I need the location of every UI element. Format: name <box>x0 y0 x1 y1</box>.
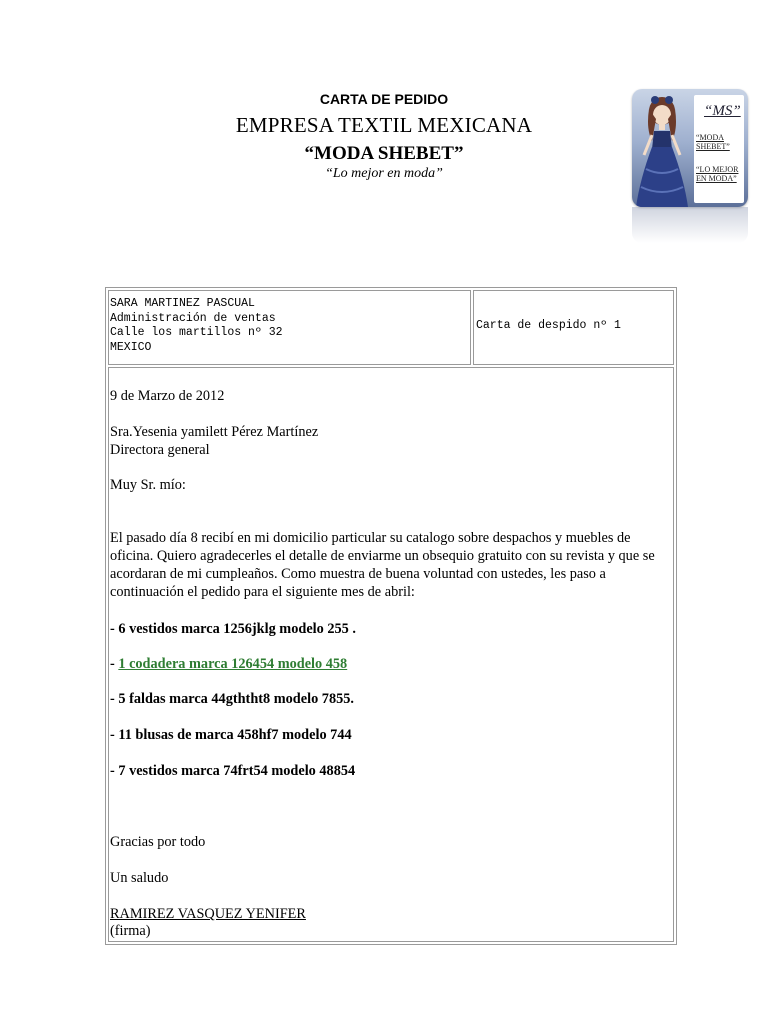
signer-name: RAMIREZ VASQUEZ YENIFER <box>110 906 306 922</box>
sender-name: SARA MARTINEZ PASCUAL <box>110 297 255 310</box>
sender-country: MEXICO <box>110 341 152 355</box>
brand-name: “MODA SHEBET” <box>304 143 464 164</box>
order-item <box>110 620 356 638</box>
sender-department: Administración de ventas <box>110 311 276 325</box>
signature-note: (firma) <box>110 923 151 939</box>
order-item <box>110 690 354 708</box>
order-item-link[interactable]: 1 codadera marca 126454 modelo 458 <box>118 656 348 672</box>
order-item-prefix: - <box>110 691 119 707</box>
sender-address: Calle los martillos nº 32 <box>110 326 283 340</box>
dress-figure-icon <box>632 89 694 207</box>
logo-slogan-text: “LO MEJOR EN MODA” <box>696 165 739 183</box>
logo-brand-text: “MODA SHEBET” <box>696 133 730 151</box>
company-name: EMPRESA TEXTIL MEXICANA <box>235 113 533 137</box>
letter-reference: Carta de despido nº 1 <box>476 319 621 332</box>
sender-block <box>110 297 283 356</box>
company-logo <box>632 89 748 207</box>
recipient-title: Directora general <box>110 442 210 458</box>
order-item-prefix: - <box>110 656 119 672</box>
document-type-heading: CARTA DE PEDIDO <box>319 91 449 107</box>
order-item <box>110 655 347 673</box>
order-item-prefix: - <box>110 621 119 637</box>
order-item <box>110 762 355 780</box>
order-item-text: 11 blusas de marca 458hf7 modelo 744 <box>118 727 352 743</box>
closing-line: Un saludo <box>110 870 169 886</box>
order-item-text: 5 faldas marca 44gththt8 modelo 7855. <box>118 691 354 707</box>
greeting: Muy Sr. mío: <box>110 477 186 493</box>
logo-reflection <box>632 207 748 243</box>
order-item-prefix: - <box>110 763 119 779</box>
brand-slogan: “Lo mejor en moda” <box>325 166 443 181</box>
order-item-text: 6 vestidos marca 1256jklg modelo 255 . <box>118 621 356 637</box>
letter-paragraph: El pasado día 8 recibí en mi domicilio particular su catalogo sobre despachos y muebles de oficina. Quiero agradecerles el detalle de enviarme un obsequio gratuito con su revista y que se acordaran de mi cumpleaños. Como muestra de buena voluntad con ustedes, les paso a continuación el pedido para el siguiente mes de abril: <box>110 530 655 600</box>
order-item-prefix: - <box>110 727 119 743</box>
recipient-name: Sra.Yesenia yamilett Pérez Martínez <box>110 424 319 440</box>
order-item-text: 7 vestidos marca 74frt54 modelo 48854 <box>118 763 356 779</box>
logo-initials: “MS” <box>704 103 741 119</box>
thanks-line: Gracias por todo <box>110 834 206 850</box>
order-item <box>110 726 352 744</box>
letter-date: 9 de Marzo de 2012 <box>110 388 225 404</box>
